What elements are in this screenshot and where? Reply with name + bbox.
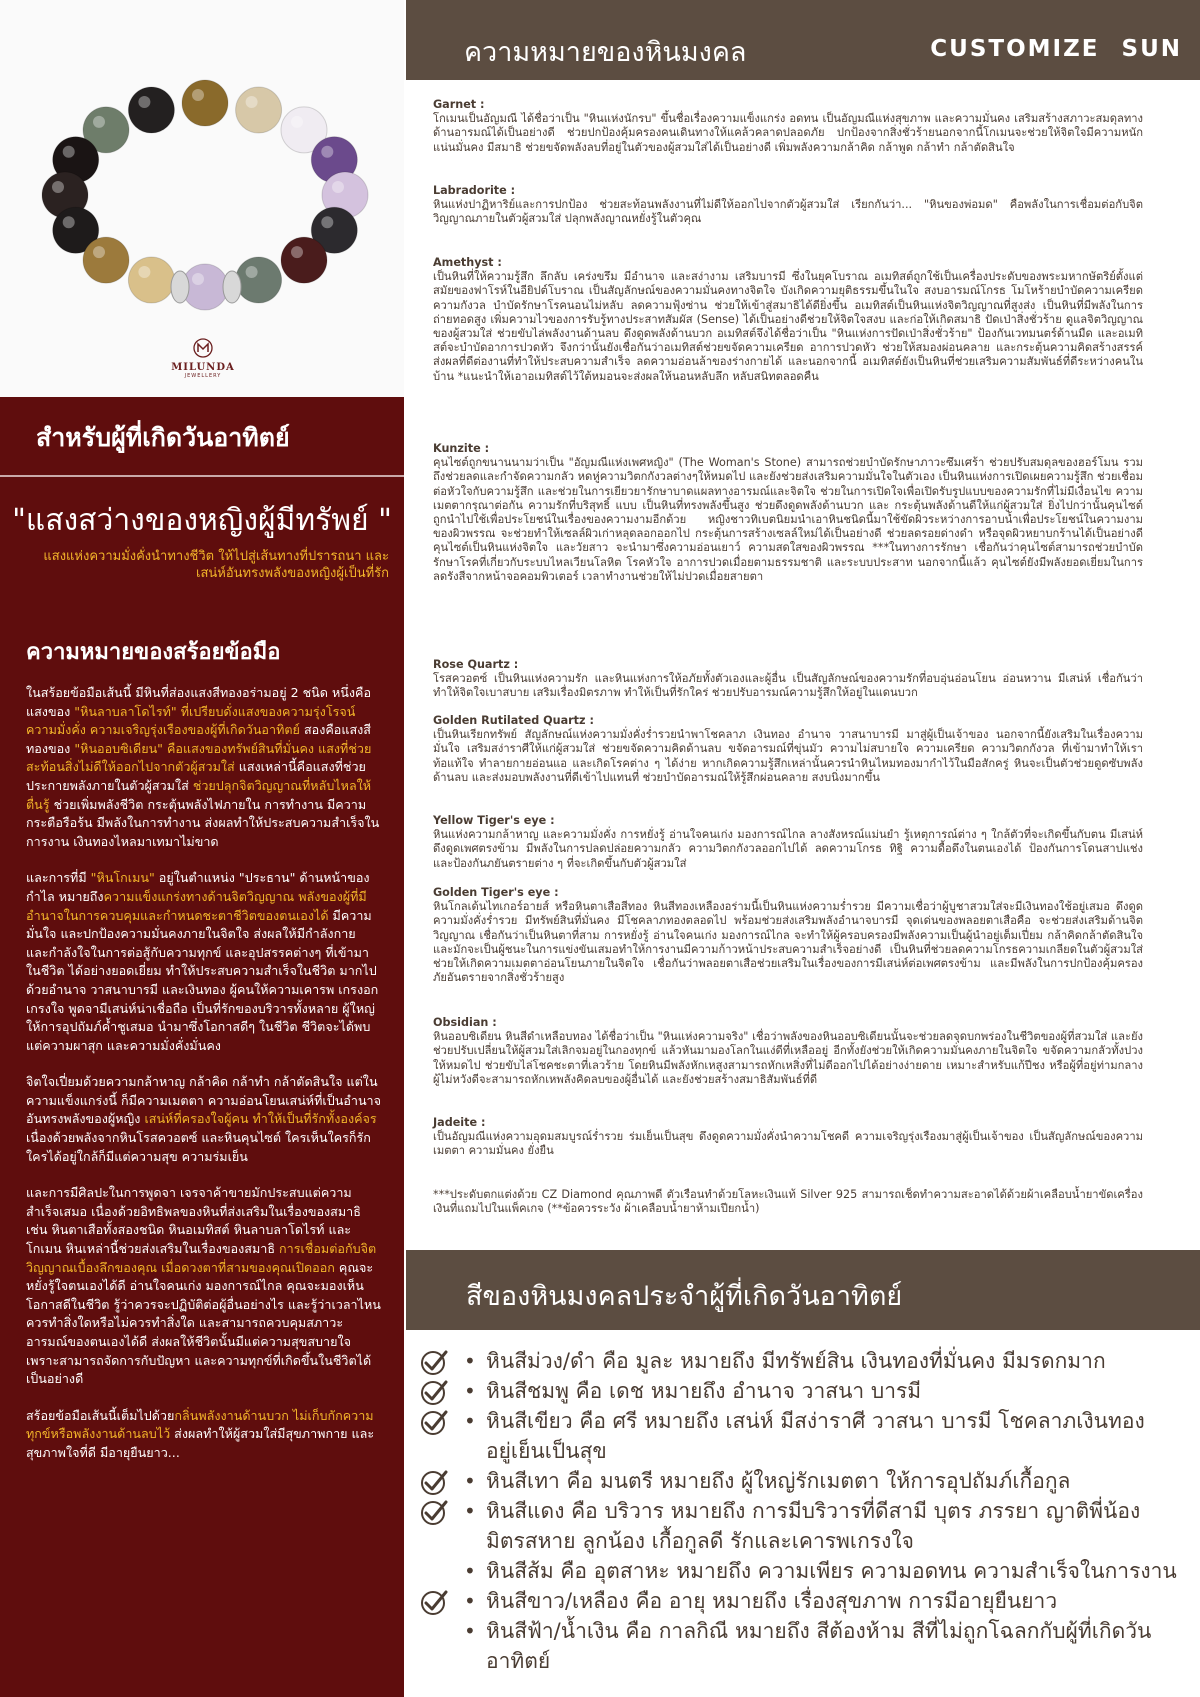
stone-description: เป็นอัญมณีแห่งความอุดมสมบูรณ์ร่ำรวย ร่มเย็นเป็นสุข ดึงดูดความมั่งคั่งนำความโชคดี ความเจริญรุ่งเรืองมาสู่ผู้เป็นเจ้าของ เป็นสัญลักษณ์ของความเมตตา ความมั่นคง ยั่งยืน	[433, 1130, 1143, 1158]
paragraph-1	[26, 684, 382, 851]
stone-obsidian	[433, 1016, 1143, 1087]
brand-logo	[165, 338, 241, 379]
stone-golden-tigers-eye	[433, 886, 1143, 985]
color-meaning: หินสีฟ้า/น้ำเงิน คือ กาลกิณี หมายถึง สีต้องห้าม สีที่ไม่ถูกโฉลกกับผู้ที่เกิดวันอาทิตย์	[486, 1619, 1152, 1673]
stone-name: Obsidian :	[433, 1016, 497, 1029]
stone-kunzite	[433, 442, 1143, 584]
highlight-text: กลิ่นพลังงานด้านบวก ไม่เก็บกักความทุกข์หรือพลังงานด้านลบไว้	[26, 1407, 374, 1442]
check-icon	[420, 1468, 448, 1496]
silver-spacer	[171, 271, 189, 303]
stone-description: หินโกลเด้นไทเกอร์อายส์ หรือหินตาเสือสีทอง หินสีทองเหลืองอร่ามนี้เป็นหินแห่งความร่ำรวย มีความเชื่อว่าผู้บูชาสวมใส่จะมีเงินทองใช้อยู่เสมอ ดึงดูดความมั่งคั่งร่ำรวย มีทรัพย์สินที่มั่นคง มีโชคลาภทองตลอดไป พร้อมช่วยส่งเสริมพลังอำนาจบารมี จุดเด่นของพลอยตาเสือคือ จะช่วยส่งเสริมด้านจิตวิญญาณ เชื่อกันว่าเป็นหินตาที่สาม การหยั่งรู้ อ่านใจคนเก่ง มองการณ์ไกล จะทำให้ผู้ครอบครองมีพลังความเป็นผู้นำอยู่เต็มเปี่ยม กล้าคิดกล้าตัดสินใจ และมักจะเป็นผู้ชนะในการแข่งขันเสมอทำให้การงานมีความก้าวหน้าประสบความสำเร็จอย่างดี เป็นหินที่ช่วยลดความโกรธความเกลียดในตัวผู้สวมใส่ ช่วยให้เกิดความเมตตาอ่อนโยนภายในจิตใจ เชื่อกันว่าพลอยตาเสือช่วยเสริมในเรื่องของการมีเสน่ห์ต่อเพศตรงข้าม และมีพลังในการปกป้องคุ้มครองภัยอันตรายจากสิ่งชั่วร้ายสูง	[433, 900, 1143, 985]
birthday-title: สำหรับผู้ที่เกิดวันอาทิตย์	[36, 423, 290, 452]
bead-highlight	[93, 116, 105, 128]
bullet-icon: •	[464, 1589, 476, 1613]
stone-description: เป็นหินเรียกทรัพย์ สัญลักษณ์แห่งความมั่งคั่งร่ำรวยนำพาโชคลาภ เงินทอง อำนาจ วาสนาบารมี มาสู่ผู้เป็นเจ้าของ นอกจากนี้ยังเสริมในเรื่องความมั่นใจ เสริมสง่าราศีให้แก่ผู้สวมใส่ ช่วยขจัดความคิดด้านลบ ขจัดอารมณ์ที่ขุ่นมัว ความไม่สบายใจ ความเครียด ความวิตกกังวล ที่เข้ามาทำให้เราท้อแท้ใจ ทำลายกายอ่อนแอ และเกิดโรคต่าง ๆ ได้ง่าย หากเกิดความรู้สึกเหล่านั้นควรนำหินไหมทองมากำไว้ในมือสักครู่ หินจะเป็นตัวช่วยดูดซับพลังด้านลบ และส่งมอบพลังงานที่ดีเข้าไปแทนที่ ช่วยบำบัดอารมณ์ให้รู้สึกผ่อนคลาย สงบนิ่งมากขึ้น	[433, 728, 1143, 784]
bead-highlight	[138, 96, 150, 108]
highlight-text: ความแข็งแกร่งทางด้านจิตวิญญาณ พลังของผู้ที่มีอำนาจในการควบคุมและกำหนดชะตาชีวิตของตนเองได้	[26, 888, 367, 923]
stone-description: หินแห่งความกล้าหาญ และความมั่งคั่ง การหยั่งรู้ อ่านใจคนเก่ง มองการณ์ไกล ลางสังหรณ์แม่นยำ รู้เหตุการณ์ต่าง ๆ ใกล้ตัวที่จะเกิดขึ้นกับตน มีเสน่ห์ดึงดูดเพศตรงข้าม มีพลังในการปลดปล่อยความกลัว ความวิตกกังวลออกไปได้ ลดความโกรธ ทิฐิ ความดื้อดึงในตนเองได้ ป้องกันการโดนสาปแช่ง และป้องกันภยันตรายต่าง ๆ ที่จะเกิดขึ้นกับตัวผู้สวมใส่	[433, 828, 1143, 870]
note-text: ***ประดับตกแต่งด้วย CZ Diamond คุณภาพดี ตัวเรือนทำด้วยโลหะเงินแท้ Silver 925 สามารถเช็ดทำความสะอาดได้ด้วยผ้าเคลือบน้ำยาขัดเครื่องเงินที่แถมไปในแพ็คเกจ (**ข้อควรระวัง ผ้าเคลือบน้ำยาห้ามเปียกน้ำ)	[433, 1188, 1143, 1216]
stone-name: Kunzite :	[433, 442, 490, 455]
bead	[236, 87, 282, 133]
bead	[83, 237, 129, 283]
paragraph-3	[26, 1073, 382, 1166]
bead-highlight	[332, 181, 344, 193]
stone-golden-rutilated-quartz	[433, 714, 1143, 785]
bead	[128, 87, 174, 133]
text: แสงเหล่านี้คือแสงที่ช่วยประกายพลังภายในตัวผู้สวมใส่	[26, 759, 366, 793]
stone-colors-header	[406, 1250, 1200, 1330]
stone-description: โรสควอตซ์ เป็นหินแห่งความรัก และหินแห่งการให้อภัยทั้งตัวเองและผู้อื่น เป็นสัญลักษณ์ของความรักที่อบอุ่นอ่อนโยน อ่อนหวาน มีเสน่ห์ เชื่อกันว่าทำให้จิตใจเบาสบาย เสริมเรื่องมิตรภาพ ทำให้เป็นที่รักใคร่ ช่วยปรับอารมณ์ความรู้สึกให้อยู่ในแดนบวก	[433, 672, 1143, 700]
check-icon	[420, 1588, 448, 1616]
stone-name: Labradorite :	[433, 184, 516, 197]
stone-name: Jadeite :	[433, 1116, 486, 1129]
stone-name: Garnet :	[433, 98, 485, 111]
text: จิตใจเปี่ยมด้วยความกล้าหาญ กล้าคิด กล้าทำ กล้าตัดสินใจ แต่ในความแข็งแกร่งนี้ ก็มีความเมตตา ความอ่อนโยนเสน่ห์ที่เป็นอำนาจอันทรงพลังของผู้หญิง	[26, 1074, 382, 1127]
bead-highlight	[321, 146, 333, 158]
text: สองคือแสงสีทองของ	[26, 722, 371, 756]
bead	[182, 80, 228, 126]
highlight-text: "หินออบซิเดียน" คือแสงของทรัพย์สินที่มั่นคง แสงที่ช่วยสะท้อนสิ่งไม่ดีให้ออกไปจากตัวผู้สวมใส่	[26, 740, 372, 775]
bead-highlight	[192, 89, 204, 101]
bead-highlight	[52, 181, 64, 193]
quote-subtitle: แสงแห่งความมั่งคั่งนำทางชีวิต ให้ไปสู่เส้นทางที่ปรารถนา และเสน่ห์อันทรงพลังของหญิงผู้เป็นที่รัก	[43, 549, 389, 581]
bead	[128, 257, 174, 303]
check-icon	[420, 1348, 448, 1376]
divider	[0, 475, 404, 477]
stone-name: Rose Quartz :	[433, 658, 519, 671]
highlight-text: "หินลาบลาโดไรท์" ที่เปรียบดั่งแสงของความรุ่งโรจน์ ความมั่งคั่ง ความเจริญรุ่งเรืองของผู้ที่เกิดวันอาทิตย์	[26, 703, 356, 738]
collection-name: CUSTOMIZE SUN	[930, 36, 1182, 62]
bead-highlight	[291, 116, 303, 128]
brand-name: MILUNDA	[171, 362, 235, 373]
silver-spacer	[223, 271, 241, 303]
color-meaning: หินสีเทา คือ มนตรี หมายถึง ผู้ใหญ่รักเมตตา ให้การอุปถัมภ์เกื้อกูล	[486, 1469, 1071, 1493]
bracelet-photo	[0, 0, 404, 397]
stone-colors-title: สีของหินมงคลประจำผู้ที่เกิดวันอาทิตย์	[466, 1281, 903, 1312]
stone-meaning-title: ความหมายของหินมงคล	[464, 37, 747, 68]
stone-name: Amethyst :	[433, 256, 502, 269]
stone-meaning-header	[406, 0, 1200, 80]
text: และการมีศิลปะในการพูดจา เจรจาค้าขายมักประสบแต่ความสำเร็จเสมอ เนื่องด้วยอิทธิพลของหินที่ส่งเสริมในเรื่องของสมาธิ เช่น หินตาเสือทั้งสองชนิด หินอเมทิสต์ หินลาบลาโดไรท์ และโกเมน หินเหล่านี้ช่วยส่งเสริมในเรื่องของสมาธิ	[26, 1185, 361, 1257]
color-meaning: หินสีขาว/เหลือง คือ อายุ หมายถึง เรื่องสุขภาพ การมีอายุยืนยาว	[486, 1589, 1058, 1613]
stone-name: Golden Rutilated Quartz :	[433, 714, 594, 727]
bead-highlight	[321, 216, 333, 228]
highlight-text: เสน่ห์ที่ครองใจผู้คน ทำให้เป็นที่รักทั้งองค์จร	[144, 1111, 377, 1127]
bead-highlight	[63, 146, 75, 158]
bullet-icon: •	[464, 1379, 476, 1403]
stone-labradorite	[433, 184, 1143, 227]
highlight-text: ช่วยปลุกจิตวิญญาณที่หลับไหลให้ตื่นรู้	[26, 777, 372, 812]
stone-description: คุนไซต์ถูกขนานนามว่าเป็น "อัญมณีแห่งเพศหญิง" (The Woman's Stone) สามารถช่วยบำบัดรักษาภาวะซึมเศร้า ช่วยปรับสมดุลของฮอร์โมน รวมถึงช่วยลดและกำจัดความกลัว หดหู่ความวิตกกังวลต่างๆให้หมดไป และยังช่วยส่งเสริมความมั่นใจในตัวเอง เป็นหินแห่งการเปิดเผยความรู้สึก ช่วยเชื่อมต่อหัวใจกับความรู้สึก และช่วยในการเยียวยารักษาบาดแผลทางอารมณ์และจิตใจ ช่วยในการเปิดใจเพื่อเปิดรับรูปแบบของความรักที่ไม่มีเงื่อนไข ความเมตตากรุณาต่อกัน ความรักที่บริสุทธิ์ แบบ เป็นหินที่ทรงพลังขึ้นสูง ช่วยดึงดูดพลังด้านบวก และ กระตุ้นพลังด้านดีให้แก่ผู้สวมใส่ ยิ่งไปกว่านั้นคุนไซต์ถูกนำไปใช้เพื่อประโยชน์ในเรื่องของความงามอีกด้วย หญิงชาวทิเบตนิยมนำเอาหินชนิดนี้มาใช้ขัดผิวระหว่างการอาบน้ำเพื่อประโยชน์ในความงามของผิวพรรณ จะช่วยทำให้เซลล์ผิวเก่าหลุดลอกออกไป กระตุ้นการสร้างเซลล์ใหม่ได้เป็นอย่างดี ช่วยลดรอยด่างดำ หรือจุดผิวหยาบกร้านได้เป็นอย่างดี คุนไซต์เป็นหินแห่งจิตใจ และวัยสาว จะนำมาซึ่งความอ่อนเยาว์ ความสดใสของผิวพรรณ ***ในทางการรักษา เชื่อกันว่าคุนไซต์สามารถช่วยบำบัดรักษาโรคที่เกี่ยวกับระบบไหลเวียนโลหิต โรคหัวใจ อาการปวดเมื่อยตามธรรมชาติ และระบบประสาท นอกจากนี้แล้ว คุนไซต์ยังมีพลังยอดเยี่ยมในการลดรังสีจากหน้าจอคอมพิวเตอร์ เวลาทำงานช่วยให้ไม่ปวดเมื่อยสายตา	[433, 456, 1143, 583]
text: ส่งผลทำให้ผู้สวมใส่มีสุขภาพกาย และสุขภาพใจที่ดี มีอายุยืนยาว...	[26, 1426, 375, 1460]
quote: "แสงสว่างของหญิงผู้มีทรัพย์ "	[12, 503, 392, 538]
highlight-text: "หินโกเมน"	[90, 870, 155, 886]
brand-monogram-icon	[193, 338, 213, 358]
bead-highlight	[246, 96, 258, 108]
stone-description: หินแห่งปาฏิหาริย์และการปกป้อง ช่วยสะท้อนพลังงานที่ไม่ดีให้ออกไปจากตัวผู้สวมใส่ เรียกกันว่า... "หินของพ่อมด" คือพลังในการเชื่อมต่อกับจิตวิญญาณภายในตัวผู้สวมใส่ ปลุกพลังญาณหยั่งรู้ในตัวคุณ	[433, 198, 1143, 226]
brand-sub: JEWELLERY	[184, 373, 222, 379]
stone-description: โกเมนเป็นอัญมณี ได้ชื่อว่าเป็น "หินแห่งนักรบ" ขึ้นชื่อเรื่องความแข็งแกร่ง อดทน เป็นอัญมณีแห่งสุขภาพ และความมั่นคง เสริมสร้างสภาวะสมดุลทางด้านอารมณ์ได้เป็นอย่างดี ช่วยปกป้องคุ้มครองคนเดินทางให้แคล้วคลาดปลอดภัย ปกป้องจากสิ่งชั่วร้ายนอกจากนี้โกเมนจะช่วยให้จิตใจมีความหนักแน่นมั่นคง มีสมาธิ ช่วยขจัดพลังลบที่อยู่ในตัวของผู้สวมใส่ได้เป็นอย่างดี เพิ่มพลังความกล้าคิด กล้าพูด กล้าทำ กล้าตัดสินใจ	[433, 112, 1143, 154]
bullet-icon: •	[464, 1559, 476, 1583]
stone-yellow-tigers-eye	[433, 814, 1143, 871]
text: เนื่องด้วยพลังจากหินโรสควอตซ์ และหินคุนไซต์ ใครเห็นใครก็รักใครได้อยู่ใกล้ก็มีแต่ความสุข ความร่มเย็น	[26, 1130, 371, 1164]
check-icon	[420, 1378, 448, 1406]
bracelet-illustration	[0, 0, 404, 330]
bead	[281, 237, 327, 283]
color-meaning: หินสีชมพู คือ เดช หมายถึง อำนาจ วาสนา บารมี	[486, 1379, 922, 1403]
text: มีความมั่นใจ และปกป้องความมั่นคงภายในจิตใจ ส่งผลให้มีกำลังกาย และกำลังใจในการต่อสู้กับความทุกข์ และอุปสรรคต่างๆ ที่เข้ามาในชีวิต ได้อย่างยอดเยี่ยม ทำให้ประสบความสำเร็จในชีวิต มากไปด้วยอำนาจ วาสนาบารมี และเงินทอง ผู้คนให้ความเคารพ เกรงอก เกรงใจ พูดจามีเสน่ห์น่าเชื่อถือ เป็นที่รักของบริวารทั้งหลาย ผู้ใหญ่ให้การอุปถัมภ์ค้ำชูเสมอ นำมาซึ่งโอกาสดีๆ ในชีวิต ชีวิตจะได้พบแต่ความผาสุก และความมั่งคั่งมั่นคง	[26, 907, 379, 1053]
stone-description: หินออบซิเดียน หินสีดำเหลือบทอง ได้ชื่อว่าเป็น "หินแห่งความจริง" เชื่อว่าพลังของหินออบซิเดียนนั้นจะช่วยลดจุดบกพร่องในชีวิตของผู้ที่สวมใส่ และยังช่วยปรับเปลี่ยนให้ผู้สวมใส่เลิกจมอยู่ในกองทุกข์ แล้วหันมามองโลกในแง่ดีที่เหลืออยู่ อีกทั้งยังช่วยให้เกิดความมั่นคงภายในจิตใจ ขจัดความกลัวทั้งปวงให้หมดไป ช่วยขับไล่โชคชะตาที่เลวร้าย โดยหินมีพลังหักเหสูงสามารถหักเหสิ่งที่ไม่ดีออกไปได้อย่างง่ายดาย เหมาะสำหรับแก้ปีชง หรือผู้ที่อยู่ท่ามกลางผู้ไม่หวังดีจะสามารถหักเหพลังคิดลบของผู้อื่นได้ และยังช่วยสร้างสมาธิสัมพันธ์ที่ดี	[433, 1030, 1143, 1086]
bead-highlight	[93, 246, 105, 258]
paragraph-5	[26, 1407, 382, 1463]
stone-description: เป็นหินที่ให้ความรู้สึก ลึกลับ เคร่งขรึม มีอำนาจ และสง่างาม เสริมบารมี ซึ่งในยุคโบราณ อเมทิสต์ถูกใช้เป็นเครื่องประดับของพระมหากษัตริย์ตั้งแต่สมัยของฟาโรห์ในอียิปต์โบราณ เป็นสัญลักษณ์ของความมั่นคงทางจิตใจ บังเกิดความยุติธรรมขึ้นในใจ สงบอารมณ์โกรธ โมโหร้ายบำบัดความเครียด ความกังวล บำบัดรักษาโรคนอนไม่หลับ ลดความฟุ้งซ่าน ช่วยให้เข้าสู่สมาธิได้ดียิ่งขึ้น อเมทิสต์เป็นหินแห่งจิตวิญญาณที่สูงส่ง เป็นหินที่มีพลังในการถ่ายทอดสูง เพิ่มความไวของการรับรู้ทางประสาทสัมผัส (Sense) ได้เป็นอย่างดีช่วยให้จิตใจสงบ และก่อให้เกิดสมาธิ ปัดเป่าสิ่งชั่วร้าย ดูแลจิตวิญญาณของผู้สวมใส่ ช่วยขับไล่พลังงานด้านลบ ดึงดูดพลังด้านบวก อเมทิสต์จึงได้ชื่อว่าเป็น "หินแห่งการปัดเป่าสิ่งชั่วร้าย" ป้องกันเวทมนตร์ด้านมืด และอเมทิสต์จะบำบัดอาการปวดหัว จึงกว่านั้นยังเชื่อกันว่าอเมทิสต์ช่วยขจัดความเครียด อาการปวดหัว ช่วยให้สมองผ่อนคลาย และกระตุ้นความคิดสร้างสรรค์ ส่งผลที่ดีต่องานที่ทำให้ประสบความสำเร็จ ลดความอ่อนล้าของร่างกายได้ และนอกจากนี้ อเมทิสต์ยังเป็นหินที่ช่วยเสริมความสัมพันธ์ที่ดีระหว่างคนในบ้าน *แนะนำให้เอาอเมทิสต์ไว้ใต้หมอนจะส่งผลให้นอนหลับลึก หลับสนิทตลอดคืน	[433, 270, 1143, 383]
check-icon	[420, 1408, 448, 1436]
stone-name: Golden Tiger's eye :	[433, 886, 559, 899]
stone-amethyst	[433, 256, 1143, 384]
material-note	[433, 1188, 1143, 1216]
color-meaning: หินสีเขียว คือ ศรี หมายถึง เสน่ห์ มีสง่าราศี วาสนา บารมี โชคลาภเงินทอง อยู่เย็นเป็นสุข	[486, 1409, 1145, 1463]
text: อยู่ในตำแหน่ง "ประธาน" ด้านหน้าของกำไล หมายถึง	[26, 870, 370, 904]
bullet-icon: •	[464, 1409, 476, 1433]
bead-highlight	[291, 246, 303, 258]
check-icon	[420, 1498, 448, 1526]
bullet-icon: •	[464, 1619, 476, 1643]
text: และการที่มี	[26, 870, 91, 886]
bullet-icon: •	[464, 1499, 476, 1523]
bead-highlight	[63, 216, 75, 228]
paragraph-4	[26, 1184, 382, 1389]
bracelet-meaning-body	[26, 684, 382, 1481]
text: สร้อยข้อมือเส้นนี้เต็มไปด้วย	[26, 1407, 175, 1423]
bead-highlight	[192, 273, 204, 285]
bullet-icon: •	[464, 1469, 476, 1493]
left-panel	[0, 0, 404, 1697]
stone-garnet	[433, 98, 1143, 155]
text: ในสร้อยข้อมือเส้นนี้ มีหินที่ส่องแสงสีทองอร่ามอยู่ 2 ชนิด หนึ่งคือแสงของ	[26, 685, 372, 719]
stone-jadeite	[433, 1116, 1143, 1159]
text: คุณจะหยั่งรู้ใจตนเองได้ดี อ่านใจคนเก่ง มองการณ์ไกล คุณจะมองเห็นโอกาสดีในชีวิต รู้ว่าควรจะปฏิบัติต่อผู้อื่นอย่างไร และรู้ว่าเวลาไหนควรทำสิ่งใดหรือไม่ควรทำสิ่งใด และสามารถควบคุมสภาวะอารมณ์ของตนเองได้ดี ส่งผลให้ชีวิตนั้นมีแต่ความสุขสบายใจ เพราะสามารถจัดการกับปัญหา และความทุกข์ที่เกิดขึ้นในชีวิตได้เป็นอย่างดี	[26, 1259, 381, 1387]
bead-highlight	[246, 266, 258, 278]
highlight-text: การเชื่อมต่อกับจิตวิญญาณเบื้องลึกของคุณ เมื่อดวงตาที่สามของคุณเปิดออก	[26, 1241, 377, 1275]
stone-name: Yellow Tiger's eye :	[433, 814, 555, 827]
color-meaning: หินสีส้ม คือ อุตสาหะ หมายถึง ความเพียร ความอดทน ความสำเร็จในการงาน	[486, 1559, 1177, 1583]
color-meaning: หินสีม่วง/ดำ คือ มูละ หมายถึง มีทรัพย์สิน เงินทองที่มั่นคง มีมรดกมาก	[486, 1349, 1106, 1373]
bead-highlight	[138, 266, 150, 278]
stone-rose-quartz	[433, 658, 1143, 701]
bullet-icon: •	[464, 1349, 476, 1373]
color-meaning: หินสีแดง คือ บริวาร หมายถึง การมีบริวารที่ดีสามี บุตร ภรรยา ญาติพี่น้อง มิตรสหาย ลูกน้อง เกื้อกูลดี รักและเคารพเกรงใจ	[486, 1499, 1141, 1553]
bead	[236, 257, 282, 303]
text: ช่วยเพิ่มพลังชีวิต กระตุ้นพลังไฟภายใน การทำงาน มีความกระตือรือร้น มีพลังในการทำงาน ส่งผลทำให้ประสบความสำเร็จในการงาน เงินทองไหลมาเทมาไม่ขาด	[26, 796, 380, 849]
paragraph-2	[26, 869, 382, 1055]
bracelet-meaning-heading: ความหมายของสร้อยข้อมือ	[26, 640, 281, 665]
